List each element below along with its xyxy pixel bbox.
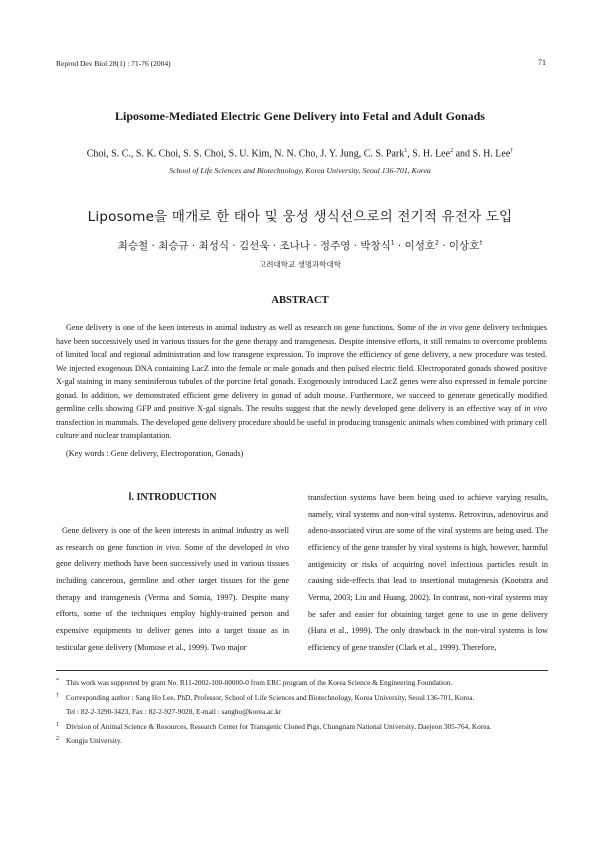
paper-title: Liposome-Mediated Electric Gene Delivery into Fetal and Adult Gonads — [115, 109, 485, 123]
author-sup-1: 1 — [404, 148, 408, 154]
intro-left-text — [56, 523, 289, 656]
abstract-p2: gene delivery techniques have been successively used in various tissues for the gene therapy and transgenesis. Despite intensive efforts, it still remains to overcome problems of limited local and regional administration and low transgene expression. To improve the efficiency of gene delivery, a new procedure was tested. We injected exogenous DNA containing LacZ into the female or male gonads and then pulsed electric field. Electroporated gonads showed positive X-gal staining in many seminiferous tubules of the porcine fetal gonads. Exogenously introduced LacZ genes were also expressed in female porcine gonad. In addition, we demonstrated efficient gene delivery in gonad of adult mouse. Furthermore, we succeed to generate genetically modified germline cells showing GFP and positive X-gal signals. The results suggest that the newly developed gene delivery is an effective way of — [56, 323, 547, 414]
footnote-divider — [56, 670, 548, 671]
footnote-mark: † — [56, 692, 59, 699]
footnote-affiliation-1 — [56, 720, 548, 735]
abstract-p3: transfection in mammals. The developed gene delivery procedure should be useful in producing transgenic animals when combined with primary cell culture and nuclear transplantation. — [56, 417, 547, 441]
footnote-text: Kongju University. — [66, 736, 122, 745]
korean-affiliation: 고려대학교 생명과학대학 — [258, 260, 342, 269]
author-list — [40, 148, 560, 159]
abstract-text — [56, 321, 547, 443]
affiliation: School of Life Sciences and Biotechnology, Korea University, Seoul 136-701, Korea — [169, 166, 431, 175]
intro-left-italic-1: in vivo — [156, 542, 180, 552]
ko-author-sup-1: 1 — [390, 239, 395, 247]
footnote-mark: 2 — [56, 736, 59, 742]
korean-title: Liposome을 매개로 한 태아 및 웅성 생식선으로의 전기적 유전자 도입 — [87, 209, 513, 225]
footnote-affiliation-2 — [56, 734, 548, 749]
ko-authors-part1: 최승철 · 최승규 · 최성식 · 김선욱 · 조나나 · 정주영 · 박창식 — [117, 240, 391, 252]
footnote-corresponding — [56, 691, 548, 706]
abstract-italic-2: in vivo — [524, 404, 547, 414]
footnote-funding — [56, 676, 548, 691]
introduction-heading: Ⅰ. INTRODUCTION — [128, 492, 217, 503]
footnote-text: Corresponding author : Sang Ho Lee, PhD, Professor, School of Life Sciences and Biotechnology, Korea University, Seoul 136-701, Korea. — [66, 692, 475, 702]
abstract-p1: Gene delivery is one of the keen interests in animal industry as well as research on gene functions. Some of the — [66, 323, 440, 332]
authors-part1: Choi, S. C., S. K. Choi, S. S. Choi, S. U. Kim, N. N. Cho, J. Y. Jung, C. S. Park — [86, 148, 405, 160]
korean-author-list — [40, 238, 560, 253]
abstract-italic-1: in vivo — [439, 323, 463, 332]
intro-right-text: transfection systems have been being used to achieve varying results, namely, viral systems and non-viral systems. Retrovirus, adenovirus and adeno-associated virus are some of the viral systems are being used. The efficiency of the gene transfer by viral systems is high, however, harmful antigenicity or risks of acquiring novel infectious particles result in causing side-effects that lead to insertional mutagenesis (Kootstra and Verma, 2003; Liu and Huang, 2002). In contrast, non-viral systems may be safer and easier for obtaining target gene to use in gene delivery (Hara et al., 1999). The only drawback in the non-viral systems is low efficiency of gene transfer (Clark et al., 1999). Therefore, — [308, 493, 548, 652]
footnote-mark: * — [56, 678, 59, 684]
right-column — [308, 490, 548, 657]
ko-author-sup-3: † — [479, 239, 483, 247]
footnotes — [56, 676, 548, 749]
ko-authors-part3: · 이상호 — [438, 240, 480, 252]
left-column — [56, 492, 289, 656]
authors-part2: , S. H. Lee — [407, 148, 451, 160]
page-number: 71 — [538, 58, 546, 67]
keywords: (Key words : Gene delivery, Electroporation, Gonads) — [66, 449, 244, 458]
authors-part3: and S. H. Lee — [453, 148, 511, 160]
intro-left-p1: Gene delivery is one of the keen interests in animal industry as well as research on gene function — [56, 526, 289, 552]
journal-header: Reprod Dev Biol 28(1) : 71-76 (2004) — [56, 59, 171, 68]
intro-left-p2: . Some of the developed — [179, 542, 266, 552]
footnote-contact: Tel : 82-2-3290-3423, Fax : 82-2-927-9028, E-mail : sangho@korea.ac.kr — [66, 707, 282, 716]
footnote-text: Division of Animal Science & Resources, Research Center for Transgenic Cloned Pigs, Chungnam National University, Daejeon 305-764, Korea. — [66, 721, 492, 731]
author-sup-2: 2 — [450, 148, 454, 154]
intro-left-p3: gene delivery methods have been successively used in various tissues including cancerous, germline and other target tissues for the gene therapy and transgenesis (Verma and Somia, 1997). Despite many efforts, some of the techniques employ highly-trained person and expensive equipments to deliver genes into a target tissue as in testicular gene delivery (Momose et al., 1999). Two major — [56, 559, 289, 652]
author-sup-3: † — [510, 148, 514, 154]
ko-author-sup-2: 2 — [435, 239, 439, 247]
ko-authors-part2: · 이성호 — [394, 240, 436, 252]
abstract-heading: ABSTRACT — [271, 295, 329, 306]
footnote-mark: 1 — [56, 721, 59, 728]
footnote-text: This work was supported by grant No. R11-2002-100-00000-0 from ERC program of the Korea Science & Engineering Foundation. — [66, 678, 453, 687]
intro-left-italic-2: in vivo — [265, 542, 289, 552]
